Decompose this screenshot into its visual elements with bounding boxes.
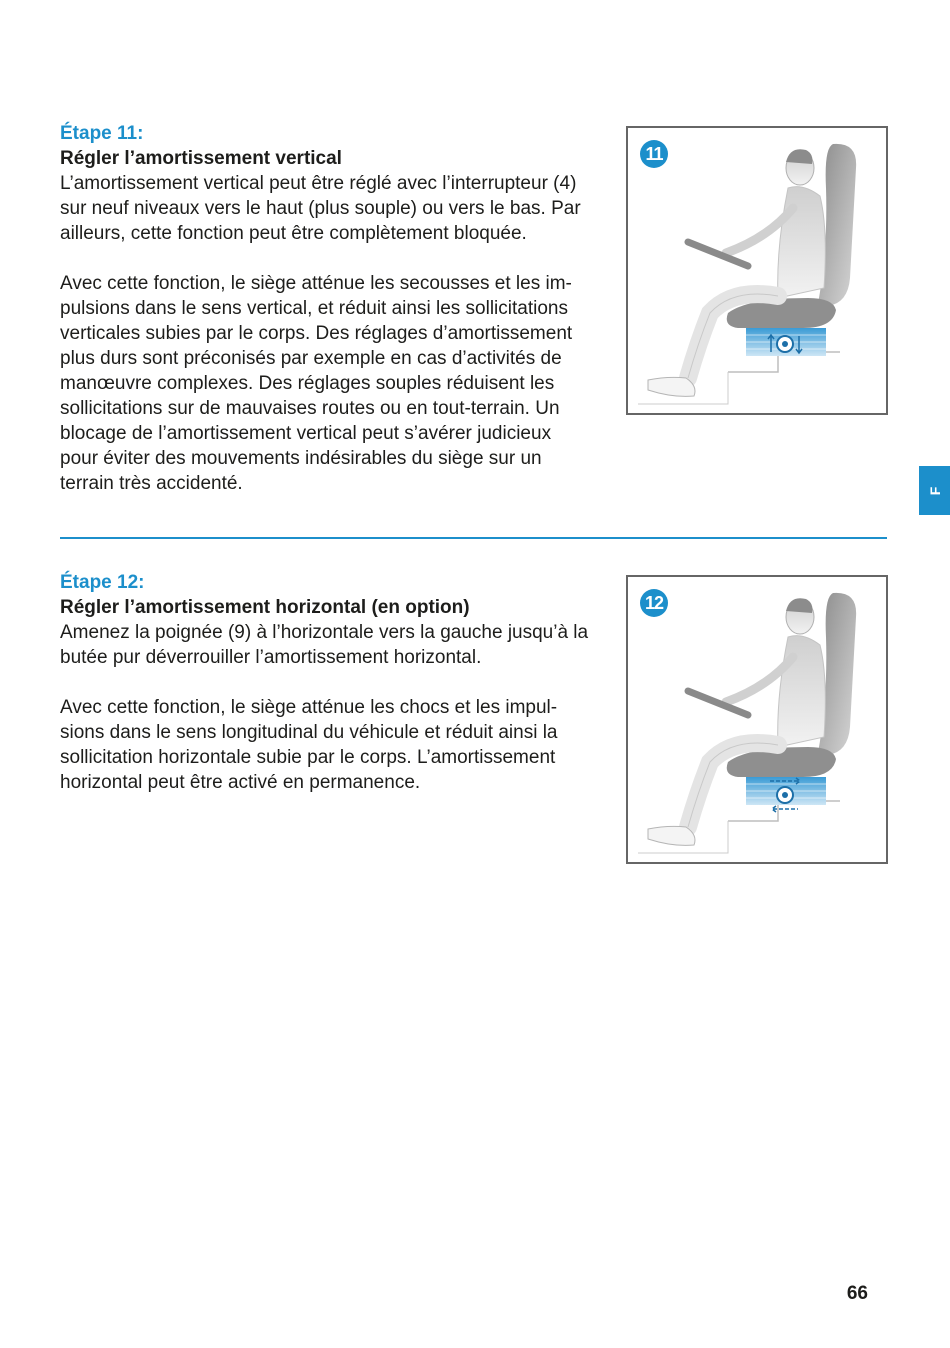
text-line: plus durs sont préconisés par exemple en cas d’activités de xyxy=(60,348,562,369)
step-11-section xyxy=(60,121,608,496)
step-12-paragraph-1 xyxy=(60,620,608,670)
step-11-paragraph-2 xyxy=(60,271,608,496)
text-line: Avec cette fonction, le siège atténue les chocs et les impul- xyxy=(60,697,558,718)
seat-vertical-damping-illustration-icon xyxy=(628,128,886,413)
text-line: sollicitations sur de mauvaises routes ou en tout-terrain. Un xyxy=(60,398,560,419)
figure-12-seat-horizontal-damping xyxy=(626,575,888,864)
figure-11-badge: 11 xyxy=(640,140,668,168)
figure-12-badge: 12 xyxy=(640,589,668,617)
language-tab xyxy=(919,466,950,515)
text-line: Avec cette fonction, le siège atténue les secousses et les im- xyxy=(60,273,572,294)
text-line: pulsions dans le sens vertical, et réduit ainsi les sollicitations xyxy=(60,298,568,319)
step-12-subtitle: Régler l’amortissement horizontal (en option) xyxy=(60,597,470,618)
language-tab-label: F xyxy=(926,486,943,495)
step-11-title: Étape 11: xyxy=(60,123,144,144)
text-line: ailleurs, cette fonction peut être complètement bloquée. xyxy=(60,223,527,244)
step-11-paragraph-1 xyxy=(60,171,608,246)
text-line: manœuvre complexes. Des réglages souples réduisent les xyxy=(60,373,555,394)
text-line: butée pur déverrouiller l’amortissement horizontal. xyxy=(60,647,482,668)
text-line: terrain très accidenté. xyxy=(60,473,243,494)
section-divider xyxy=(60,537,887,539)
step-12-section xyxy=(60,570,608,795)
text-line: Amenez la poignée (9) à l’horizontale vers la gauche jusqu’à la xyxy=(60,622,589,643)
text-line: sur neuf niveaux vers le haut (plus souple) ou vers le bas. Par xyxy=(60,198,581,219)
text-line: horizontal peut être activé en permanence. xyxy=(60,772,421,793)
figure-11-seat-vertical-damping xyxy=(626,126,888,415)
step-12-title: Étape 12: xyxy=(60,572,145,593)
page-number: 66 xyxy=(846,1283,868,1304)
text-line: L’amortissement vertical peut être réglé avec l’interrupteur (4) xyxy=(60,173,577,194)
text-line: pour éviter des mouvements indésirables du siège sur un xyxy=(60,448,542,469)
step-11-subtitle: Régler l’amortissement vertical xyxy=(60,148,342,169)
text-line: sollicitation horizontale subie par le corps. L’amortissement xyxy=(60,747,556,768)
step-12-paragraph-2 xyxy=(60,695,608,795)
text-line: verticales subies par le corps. Des réglages d’amortissement xyxy=(60,323,573,344)
seat-horizontal-damping-illustration-icon xyxy=(628,577,886,862)
text-line: blocage de l’amortissement vertical peut s’avérer judicieux xyxy=(60,423,552,444)
text-line: sions dans le sens longitudinal du véhicule et réduit ainsi la xyxy=(60,722,558,743)
